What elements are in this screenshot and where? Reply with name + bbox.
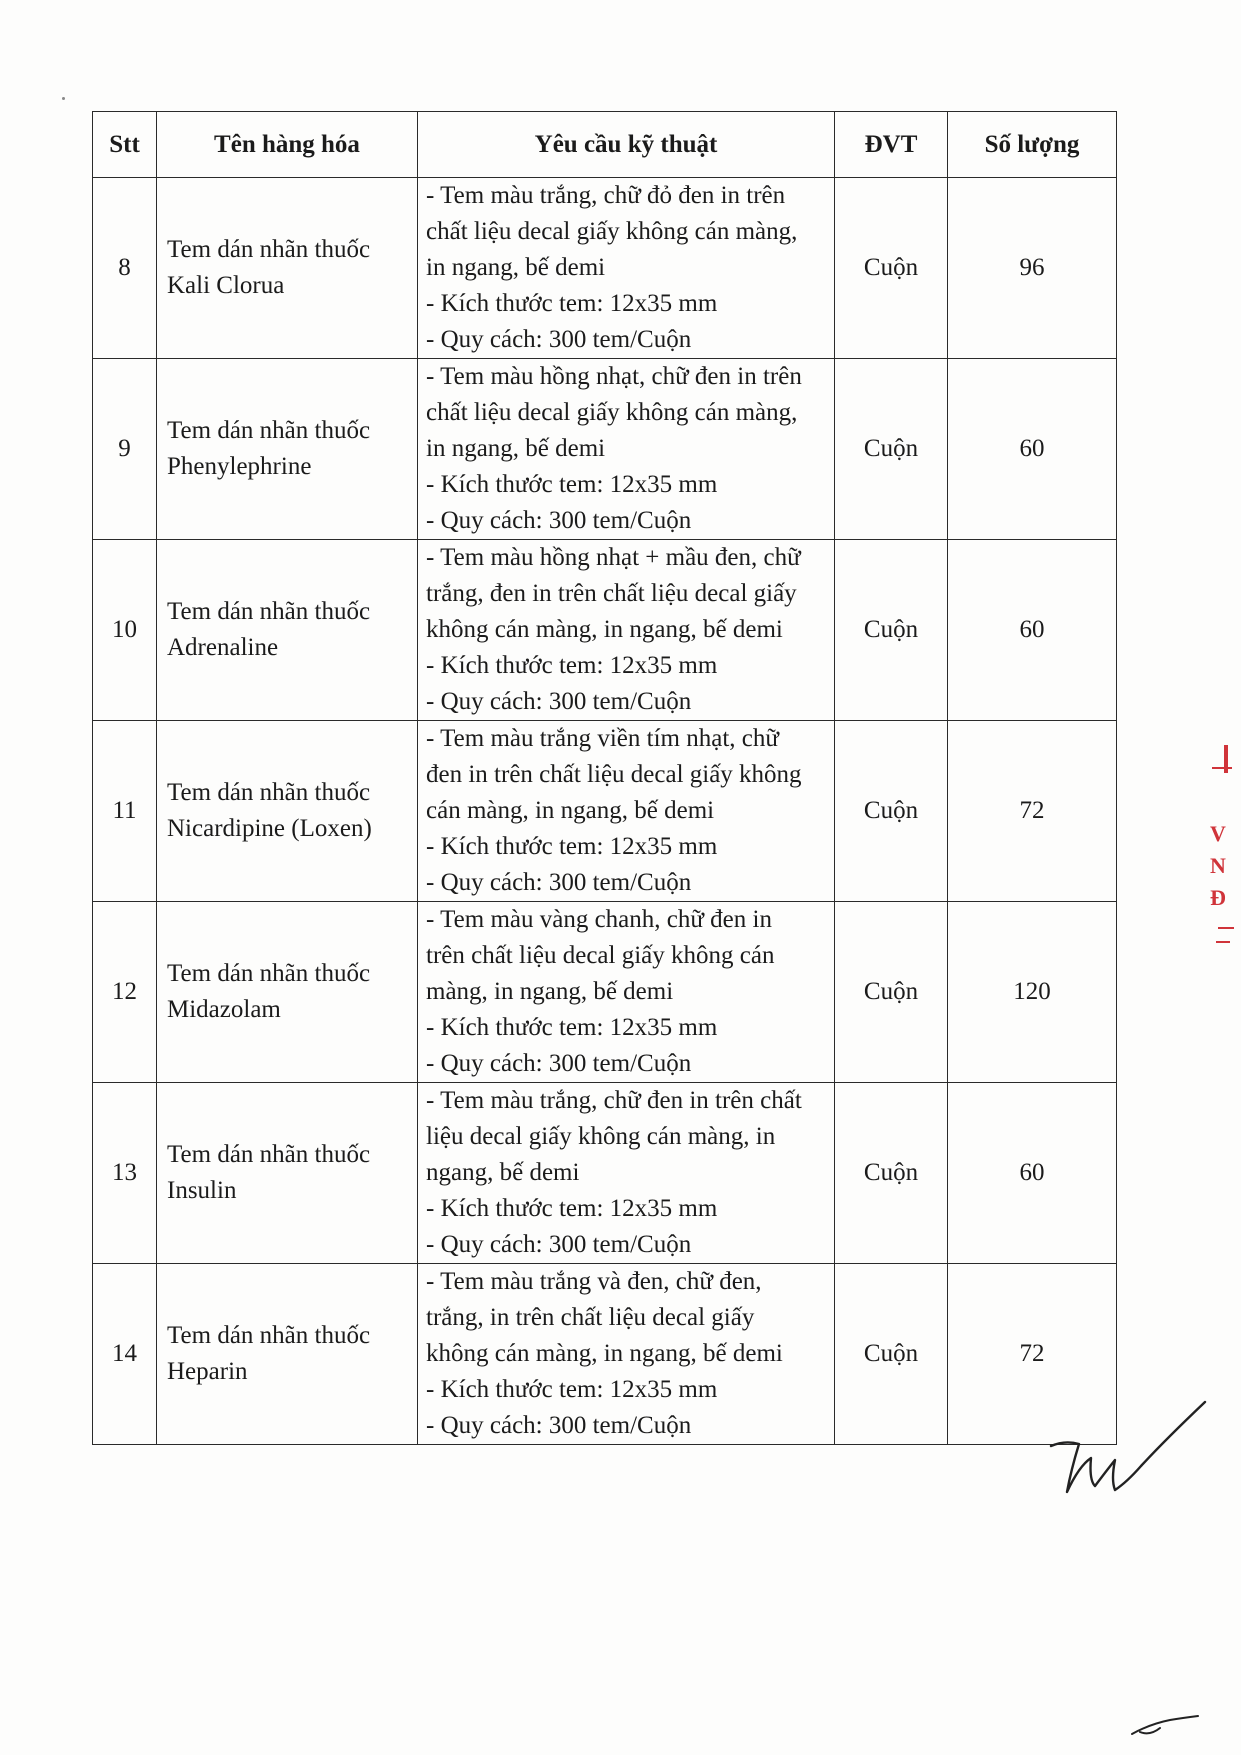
cell-unit: Cuộn: [835, 1264, 948, 1445]
cell-requirements: [418, 721, 835, 902]
header-stt: Stt: [93, 112, 157, 178]
item-name-line: Tem dán nhãn thuốc: [167, 1141, 371, 1168]
requirement-line: - Kích thước tem: 12x35 mm: [426, 471, 718, 498]
stamp-char: V: [1210, 821, 1226, 846]
requirement-line: chất liệu decal giấy không cán màng,: [426, 218, 798, 245]
requirement-line: - Tem màu trắng, chữ đen in trên chất: [426, 1087, 802, 1114]
cell-requirements: [418, 1264, 835, 1445]
header-quantity: Số lượng: [948, 112, 1117, 178]
cell-stt: 12: [93, 902, 157, 1083]
item-name-line: Adrenaline: [167, 634, 279, 661]
requirement-line: in ngang, bế demi: [426, 254, 606, 281]
requirement-line: ngang, bế demi: [426, 1159, 580, 1186]
cell-quantity: 120: [948, 902, 1117, 1083]
stamp-stroke: [1216, 941, 1230, 943]
requirement-line: không cán màng, in ngang, bế demi: [426, 616, 783, 643]
requirement-line: - Quy cách: 300 tem/Cuộn: [426, 507, 692, 534]
cell-unit: Cuộn: [835, 540, 948, 721]
requirement-line: - Tem màu trắng, chữ đỏ đen in trên: [426, 182, 786, 209]
item-name-line: Tem dán nhãn thuốc: [167, 779, 371, 806]
requirement-line: liệu decal giấy không cán màng, in: [426, 1123, 776, 1150]
item-name-line: Tem dán nhãn thuốc: [167, 1322, 371, 1349]
item-name-line: Nicardipine (Loxen): [167, 815, 372, 842]
item-name-line: Insulin: [167, 1177, 237, 1204]
item-name-line: Kali Clorua: [167, 272, 285, 299]
requirement-line: - Quy cách: 300 tem/Cuộn: [426, 1050, 692, 1077]
cell-unit: Cuộn: [835, 178, 948, 359]
header-requirements: Yêu cầu kỹ thuật: [418, 112, 835, 178]
stamp-char: N: [1210, 853, 1226, 878]
cell-quantity: 72: [948, 721, 1117, 902]
cell-item-name: [157, 359, 418, 540]
cell-stt: 14: [93, 1264, 157, 1445]
table-row: [93, 359, 1117, 540]
cell-requirements: [418, 359, 835, 540]
item-name-line: Tem dán nhãn thuốc: [167, 960, 371, 987]
scan-speck: [62, 97, 65, 100]
stamp-stroke: [1218, 927, 1234, 929]
cell-quantity: 96: [948, 178, 1117, 359]
requirement-line: - Quy cách: 300 tem/Cuộn: [426, 869, 692, 896]
table-header-row: [93, 112, 1117, 178]
cell-quantity: 60: [948, 359, 1117, 540]
cell-item-name: [157, 178, 418, 359]
item-name-line: Midazolam: [167, 996, 281, 1023]
requirement-line: - Quy cách: 300 tem/Cuộn: [426, 1412, 692, 1439]
requirement-line: - Kích thước tem: 12x35 mm: [426, 1014, 718, 1041]
table-row: [93, 1083, 1117, 1264]
requirement-line: trắng, đen in trên chất liệu decal giấy: [426, 580, 797, 607]
cell-stt: 13: [93, 1083, 157, 1264]
initial-mark: [1130, 1710, 1200, 1740]
cell-quantity: 60: [948, 540, 1117, 721]
item-name-line: Tem dán nhãn thuốc: [167, 598, 371, 625]
requirement-line: - Quy cách: 300 tem/Cuộn: [426, 326, 692, 353]
cell-requirements: [418, 902, 835, 1083]
goods-spec-table: [92, 111, 1117, 1445]
cell-requirements: [418, 1083, 835, 1264]
requirement-line: không cán màng, in ngang, bế demi: [426, 1340, 783, 1367]
requirement-line: - Tem màu trắng và đen, chữ đen,: [426, 1268, 762, 1295]
table-row: [93, 540, 1117, 721]
requirement-line: cán màng, in ngang, bế demi: [426, 797, 715, 824]
requirement-line: - Kích thước tem: 12x35 mm: [426, 1195, 718, 1222]
requirement-line: - Tem màu hồng nhạt + mầu đen, chữ: [426, 544, 801, 571]
stamp-char: Đ: [1210, 885, 1226, 910]
requirement-line: in ngang, bế demi: [426, 435, 606, 462]
cell-stt: 9: [93, 359, 157, 540]
table-row: [93, 178, 1117, 359]
requirement-line: - Tem màu vàng chanh, chữ đen in: [426, 906, 772, 933]
requirement-line: đen in trên chất liệu decal giấy không: [426, 761, 802, 788]
cell-stt: 10: [93, 540, 157, 721]
requirement-line: - Kích thước tem: 12x35 mm: [426, 1376, 718, 1403]
table-row: [93, 902, 1117, 1083]
requirement-line: - Kích thước tem: 12x35 mm: [426, 652, 718, 679]
requirement-line: màng, in ngang, bế demi: [426, 978, 674, 1005]
cell-item-name: [157, 1083, 418, 1264]
stamp-stroke: [1212, 767, 1232, 769]
item-name-line: Tem dán nhãn thuốc: [167, 417, 371, 444]
cell-unit: Cuộn: [835, 359, 948, 540]
cell-requirements: [418, 540, 835, 721]
cell-item-name: [157, 540, 418, 721]
red-stamp-fragment: [1198, 745, 1241, 975]
cell-item-name: [157, 721, 418, 902]
table-body: [93, 178, 1117, 1445]
cell-stt: 8: [93, 178, 157, 359]
cell-item-name: [157, 902, 418, 1083]
cell-requirements: [418, 178, 835, 359]
cell-stt: 11: [93, 721, 157, 902]
requirement-line: - Quy cách: 300 tem/Cuộn: [426, 688, 692, 715]
cell-quantity: 72: [948, 1264, 1117, 1445]
requirement-line: trên chất liệu decal giấy không cán: [426, 942, 775, 969]
requirement-line: chất liệu decal giấy không cán màng,: [426, 399, 798, 426]
item-name-line: Phenylephrine: [167, 453, 312, 480]
cell-item-name: [157, 1264, 418, 1445]
requirement-line: - Kích thước tem: 12x35 mm: [426, 290, 718, 317]
table-row: [93, 721, 1117, 902]
handwritten-initials: [1045, 1400, 1225, 1540]
cell-quantity: 60: [948, 1083, 1117, 1264]
header-name: Tên hàng hóa: [157, 112, 418, 178]
item-name-line: Heparin: [167, 1358, 248, 1385]
requirement-line: - Quy cách: 300 tem/Cuộn: [426, 1231, 692, 1258]
cell-unit: Cuộn: [835, 1083, 948, 1264]
requirement-line: - Kích thước tem: 12x35 mm: [426, 833, 718, 860]
header-unit: ĐVT: [835, 112, 948, 178]
requirement-line: - Tem màu hồng nhạt, chữ đen in trên: [426, 363, 802, 390]
requirement-line: - Tem màu trắng viền tím nhạt, chữ: [426, 725, 779, 752]
item-name-line: Tem dán nhãn thuốc: [167, 236, 371, 263]
cell-unit: Cuộn: [835, 721, 948, 902]
table-row: [93, 1264, 1117, 1445]
requirement-line: trắng, in trên chất liệu decal giấy: [426, 1304, 755, 1331]
cell-unit: Cuộn: [835, 902, 948, 1083]
